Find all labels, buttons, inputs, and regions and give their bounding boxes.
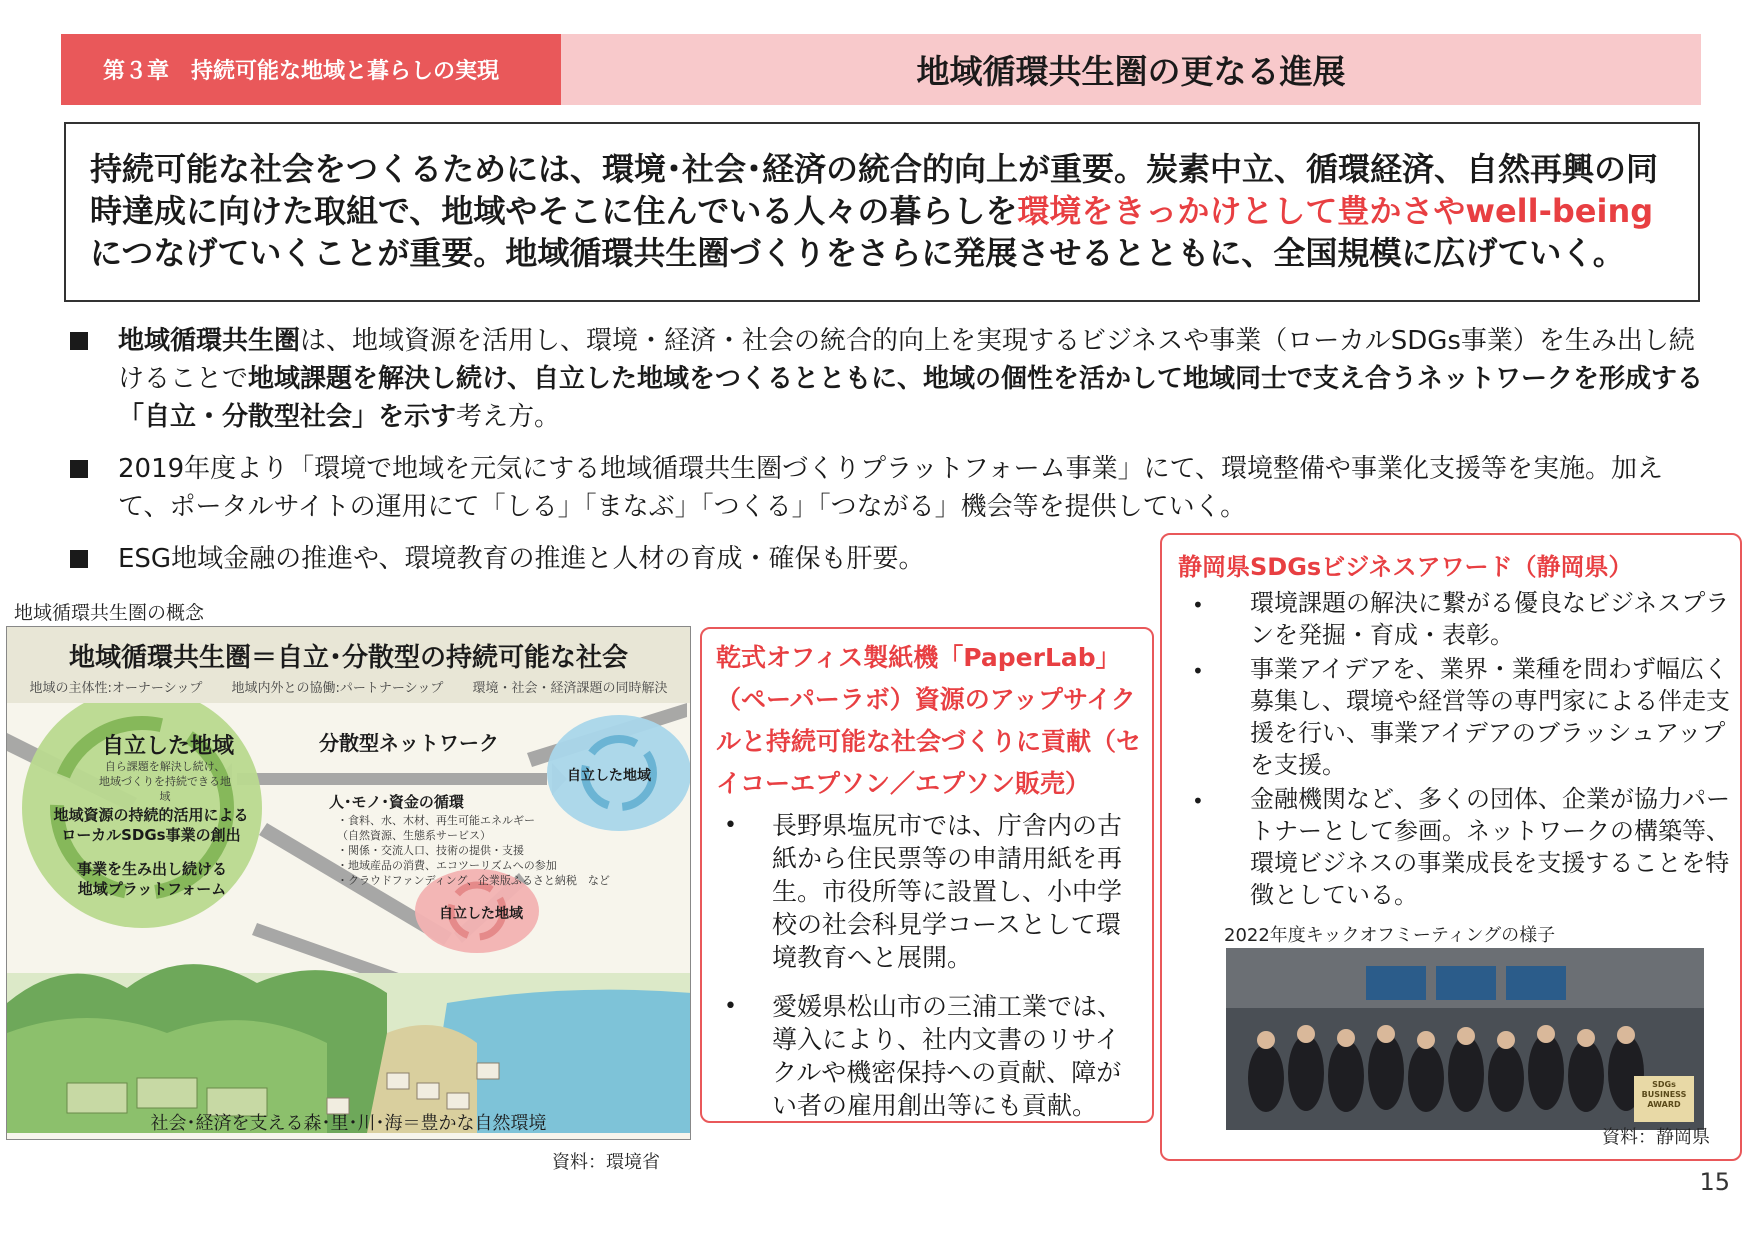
concept-source: 資料：環境省 <box>552 1152 660 1173</box>
square-bullet-icon <box>70 332 88 350</box>
concept-bottom-caption: 社会･経済を支える森･里･川･海＝豊かな自然環境 <box>150 1113 547 1134</box>
shizuoka-item <box>1192 587 1732 651</box>
cycle-item: ・クラウドファンディング、企業版ふるさと納税 など <box>337 874 610 887</box>
concept-sub-solution: 環境・社会・経済課題の同時解決 <box>472 681 668 696</box>
shizuoka-item-text: 環境課題の解決に繋がる優良なビジネスプランを発掘・育成・表彰。 <box>1250 589 1730 649</box>
jiritsu-right-label: 自立した地域 <box>567 768 651 784</box>
cycle-item: （自然資源、生態系サービス） <box>337 829 491 842</box>
jiritsu-desc-line: 地域づくりを持続できる地域 <box>99 775 231 803</box>
summary-box <box>64 122 1700 302</box>
concept-sub-ownership: 地域の主体性:オーナーシップ <box>29 681 203 696</box>
jiritsu-desc-line: 自ら課題を解決し続け、 <box>104 760 226 773</box>
paperlab-box <box>700 627 1154 1123</box>
platform-line: 地域プラットフォーム <box>77 880 227 898</box>
bullet-item <box>70 322 1710 436</box>
bullet-dot-icon: • <box>1192 659 1204 683</box>
photo-caption: 2022年度キックオフミーティングの様子 <box>1224 925 1556 946</box>
jiritsu-desc <box>95 759 235 804</box>
summary-highlight: 環境をきっかけとして豊かさやwell-being <box>1017 192 1654 230</box>
bullet-text: ESG地域金融の推進や、環境教育の推進と人材の育成・確保も肝要。 <box>118 544 925 574</box>
shizuoka-item <box>1192 783 1732 911</box>
kickoff-meeting-photo <box>1226 948 1704 1130</box>
concept-title: 地域循環共生圏＝自立･分散型の持続可能な社会 <box>68 643 628 673</box>
cycle-item: ・関係・交流人口、技術の提供・支援 <box>337 844 524 857</box>
bullet-dot-icon: • <box>1192 593 1204 617</box>
shizuoka-list <box>1192 587 1732 913</box>
shizuoka-source: 資料：静岡県 <box>1602 1127 1710 1148</box>
concept-diagram <box>6 626 691 1140</box>
shizuoka-item-text: 事業アイデアを、業界・業種を問わず幅広く募集し、環境や経営等の専門家による伴走支援を行い、事業アイデアのブラッシュアップを支援。 <box>1250 655 1730 779</box>
bullet-dot-icon: • <box>724 994 737 1019</box>
summary-text-1: 持続可能な社会をつくるためには、環境･社会･経済の統合的向上が重要。炭素中立、循環経済、自然再興の同時達成に向けた取組で、地域やそこに住んでいる人々の暮らしを <box>90 150 1659 230</box>
concept-subtitles <box>7 677 690 696</box>
jiritsu-bottom-label: 自立した地域 <box>439 906 523 922</box>
bullet-span: は、地域資源を活用し、環境・経済・社会の統合的向上を実現するビジネスや事業（ローカルSDGs事業）を生み出し続けることで <box>118 326 1695 394</box>
network-label: 分散型ネットワーク <box>319 731 499 755</box>
concept-caption: 地域循環共生圏の概念 <box>14 602 205 624</box>
square-bullet-icon <box>70 550 88 568</box>
paperlab-item-text: 愛媛県松山市の三浦工業では、導入により、社内文書のリサイクルや機密保持への貢献、障がい者の雇用創出等にも貢献。 <box>772 992 1123 1120</box>
local-sdgs-label <box>51 805 251 845</box>
bullet-dot-icon: • <box>724 813 737 838</box>
chapter-label: 第３章 持続可能な地域と暮らしの実現 <box>61 34 561 105</box>
paperlab-title: 乾式オフィス製紙機「PaperLab」（ペーパーラボ）資源のアップサイクルと持続可能な社会づくりに貢献（セイコーエプソン／エプソン販売） <box>716 643 1142 798</box>
paperlab-item <box>724 990 1144 1122</box>
page-header <box>61 34 1701 105</box>
paperlab-list <box>724 809 1144 1138</box>
square-bullet-icon <box>70 460 88 478</box>
bullet-item <box>70 450 1710 526</box>
photo-illustration <box>1226 948 1704 1130</box>
page-number: 15 <box>1699 1168 1730 1196</box>
paperlab-item <box>724 809 1144 974</box>
summary-text-2: につなげていくことが重要。地域循環共生圏づくりをさらに発展させるとともに、全国規模に広げていく。 <box>90 234 1625 272</box>
paperlab-item-text: 長野県塩尻市では、庁舎内の古紙から住民票等の申請用紙を再生。市役所等に設置し、小中学校の社会科見学コースとして環境教育へと展開。 <box>772 811 1123 972</box>
cycle-list <box>337 813 610 888</box>
shizuoka-item <box>1192 653 1732 781</box>
bullet-text: 2019年度より「環境で地域を元気にする地域循環共生圏づくりプラットフォーム事業」にて、環境整備や事業化支援等を実施。加えて、ポータルサイトの運用にて「しる」「まなぶ」「つくる」「つながる」機会等を提供していく。 <box>118 454 1664 522</box>
platform-label <box>67 859 237 899</box>
bullet-text <box>118 322 1710 436</box>
cycle-title: 人･モノ･資金の循環 <box>329 793 464 811</box>
shizuoka-box <box>1160 533 1742 1161</box>
local-sdgs-line: ローカルSDGs事業の創出 <box>61 826 241 844</box>
local-sdgs-line: 地域資源の持続的活用による <box>53 806 249 824</box>
award-logo: SDGs BUSINESS AWARD <box>1641 1080 1687 1109</box>
shizuoka-item-text: 金融機関など、多くの団体、企業が協力パートナーとして参画。ネットワークの構築等、環境ビジネスの事業成長を支援することを特徴としている。 <box>1250 785 1730 909</box>
bullet-bold: 地域課題を解決し続け、自立した地域をつくるとともに、地域の個性を活かして地域同士で支え合うネットワークを形成する「自立・分散型社会」を示す <box>118 364 1703 432</box>
platform-line: 事業を生み出し続ける <box>76 860 227 878</box>
shizuoka-title: 静岡県SDGsビジネスアワード（静岡県） <box>1178 553 1633 581</box>
cycle-item: ・地域産品の消費、エコツーリズムへの参加 <box>337 859 557 872</box>
concept-sub-partnership: 地域内外との協働:パートナーシップ <box>231 681 444 696</box>
bullet-span: 考え方。 <box>456 402 561 432</box>
cycle-item: ・食料、水、木材、再生可能エネルギー <box>337 814 535 827</box>
page-title: 地域循環共生圏の更なる進展 <box>561 34 1701 105</box>
bullet-bold: 地域循環共生圏 <box>118 326 301 356</box>
jiritsu-main-label: 自立した地域 <box>102 734 235 759</box>
bullet-dot-icon: • <box>1192 789 1204 813</box>
